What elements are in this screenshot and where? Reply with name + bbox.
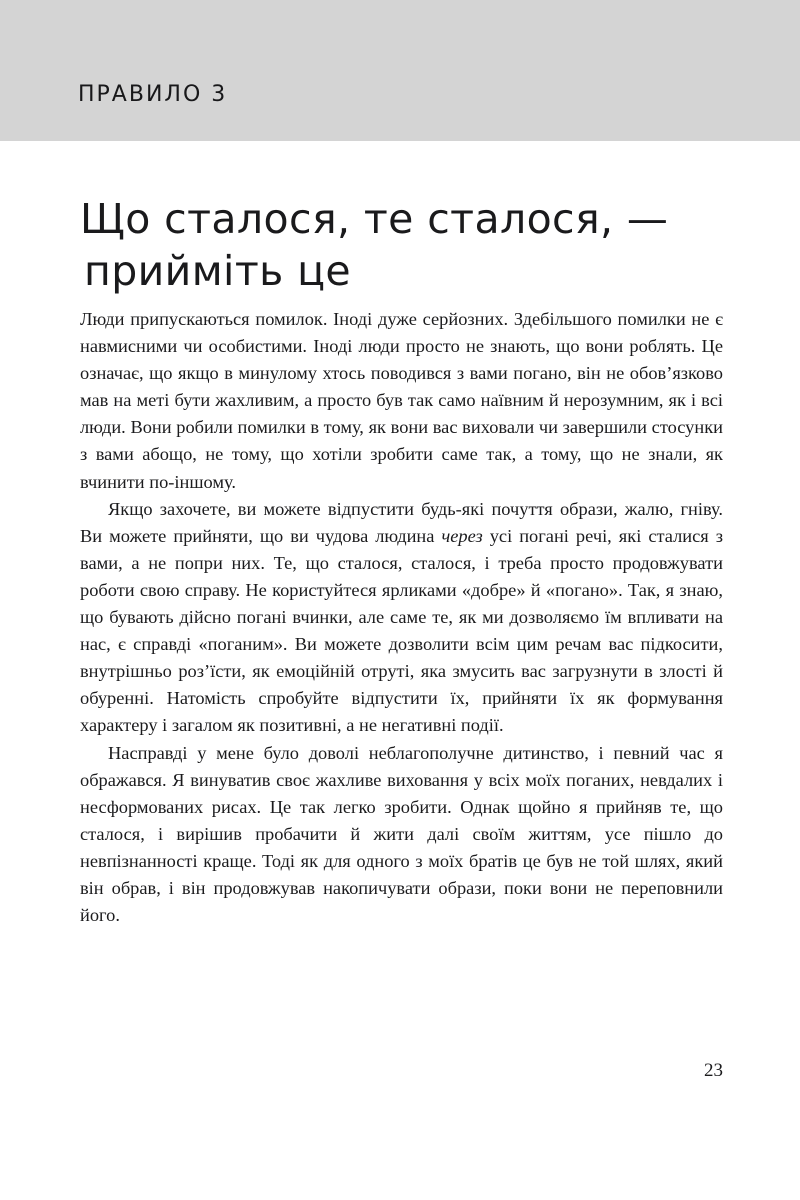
paragraph-2-part-2: усі погані речі, які сталися з вами, а не попри них. Те, що сталося, сталося, і треба просто продовжувати роботи свою справу. Не користуйтеся ярликами «добре» й «погано». Так, я знаю, що бувають дійсно погані вчинки, але саме те, як ми дозволяємо їм впливати на нас, є справді «поганим». Ви можете дозволити всім цим речам вас підкосити, внутрішньо роз’їсти, як емоційній отруті, яка змусить вас загрузнути в злості й обуренні. Натомість спробуйте відпустити їх, прийняти їх як формування характеру і загалом як позитивні, а не негативні події. — [80, 525, 724, 736]
chapter-title-line-1: Що сталося, те сталося, — — [80, 195, 669, 244]
page-number: 23 — [704, 1060, 723, 1081]
paragraph-2-part-1: Якщо захочете, ви можете відпустити будь-які почуття образи, жалю, гніву. Ви можете прийняти, що ви чудова людина — [80, 498, 723, 546]
running-head-band — [0, 0, 800, 141]
paragraph-1: Люди припускаються помилок. Іноді дуже серйозних. Здебільшого помилки не є навмисними чи особистими. Іноді люди просто не знають, що вони роблять. Це означає, що якщо в минулому хтось поводився з вами погано, він не обов’язково мав на меті бути жахливим, а просто був так само наївним й нерозумним, як і всі люди. Вони робили помилки в тому, як вони вас виховали чи завершили стосунки з вами абощо, не тому, що хотіли зробити саме так, а тому, що не знали, як вчинити по-іншому. — [80, 309, 723, 492]
running-head-label: ПРАВИЛО 3 — [78, 82, 228, 107]
paragraph-2 — [80, 496, 723, 740]
chapter-title — [80, 193, 730, 297]
body-copy — [80, 306, 723, 929]
chapter-title-line-2: прийміть це — [84, 247, 352, 296]
emphasis-cherez: через — [441, 525, 483, 546]
paragraph-3: Насправді у мене було доволі неблагополучне дитинство, і певний час я ображався. Я винуватив своє жахливе виховання у всіх моїх поганих, невдалих і несформованих рисах. Це так легко зробити. Однак щойно я прийняв те, що сталося, і вирішив пробачити й жити далі своїм життям, усе пішло до невпізнанності краще. Тоді як для одного з моїх братів це був не той шлях, який він обрав, і він продовжував накопичувати образи, поки вони не переповнили його. — [80, 742, 723, 926]
